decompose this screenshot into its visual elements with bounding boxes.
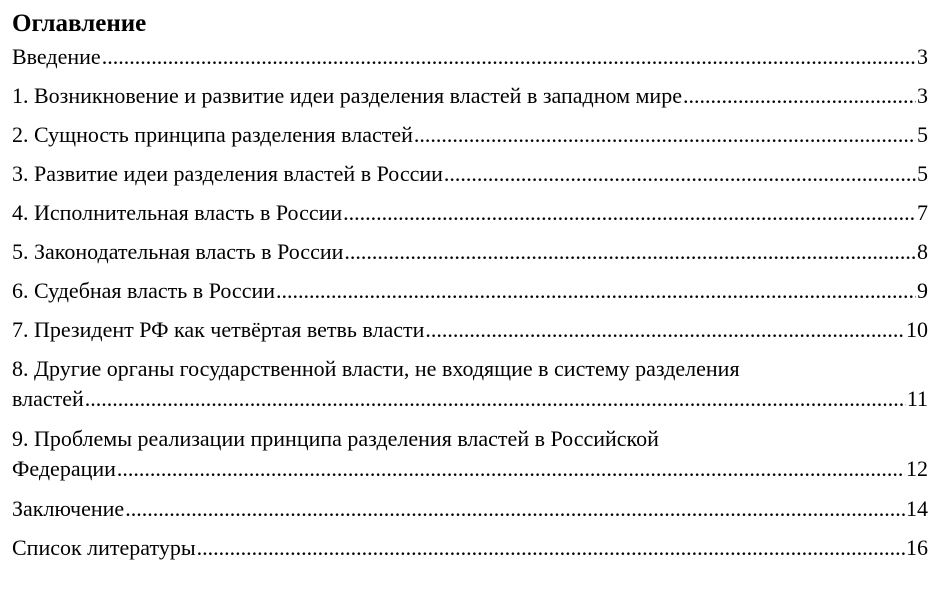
toc-list bbox=[12, 42, 928, 572]
toc-entry-text: Заключение bbox=[12, 496, 125, 521]
toc-entry-text: 6. Судебная власть в России bbox=[12, 278, 276, 303]
toc-entry[interactable] bbox=[12, 120, 928, 159]
toc-entry-text: 5. Законодательная власть в России bbox=[12, 239, 344, 264]
toc-entry-text: 1. Возникновение и развитие идеи разделения властей в западном мире bbox=[12, 83, 682, 108]
dot-leader bbox=[125, 494, 905, 524]
dot-leader bbox=[117, 454, 905, 484]
toc-entry[interactable] bbox=[12, 81, 928, 120]
toc-entry[interactable] bbox=[12, 533, 928, 572]
toc-entry[interactable] bbox=[12, 237, 928, 276]
toc-entry-text-line1: 9. Проблемы реализации принципа разделения властей в Российской bbox=[12, 426, 659, 451]
toc-page-number: 3 bbox=[917, 44, 928, 69]
toc-entry[interactable] bbox=[12, 354, 928, 424]
dot-leader bbox=[276, 276, 916, 306]
dot-leader bbox=[197, 533, 905, 563]
toc-page-number: 8 bbox=[917, 239, 928, 264]
toc-entry-text: 2. Сущность принципа разделения властей bbox=[12, 122, 413, 147]
dot-leader bbox=[102, 42, 916, 72]
dot-leader bbox=[414, 120, 916, 150]
toc-entry[interactable] bbox=[12, 494, 928, 533]
toc-page-number: 10 bbox=[906, 317, 928, 342]
toc-entry[interactable] bbox=[12, 159, 928, 198]
toc-page-number: 16 bbox=[906, 535, 928, 560]
toc-page-number: 11 bbox=[906, 386, 928, 411]
toc-entry-text: 4. Исполнительная власть в России bbox=[12, 200, 343, 225]
toc-title: Оглавление bbox=[12, 10, 147, 37]
toc-entry-text: 7. Президент РФ как четвёртая ветвь власти bbox=[12, 317, 425, 342]
toc-entry[interactable] bbox=[12, 198, 928, 237]
dot-leader bbox=[425, 315, 905, 345]
dot-leader bbox=[344, 237, 916, 267]
toc-page-number: 5 bbox=[917, 161, 928, 186]
dot-leader bbox=[85, 384, 906, 414]
toc-page-number: 9 bbox=[917, 278, 928, 303]
toc-entry-text: Введение bbox=[12, 44, 101, 69]
toc-page-number: 3 bbox=[917, 83, 928, 108]
dot-leader bbox=[444, 159, 916, 189]
toc-entry[interactable] bbox=[12, 424, 928, 494]
toc-entry-text: Список литературы bbox=[12, 535, 196, 560]
toc-page-number: 5 bbox=[917, 122, 928, 147]
toc-entry[interactable] bbox=[12, 276, 928, 315]
toc-entry-text-line2: властей bbox=[12, 386, 84, 411]
toc-entry-text-line1: 8. Другие органы государственной власти, не входящие в систему разделения bbox=[12, 356, 740, 381]
toc-page-number: 14 bbox=[906, 496, 928, 521]
dot-leader bbox=[343, 198, 916, 228]
toc-page-number: 7 bbox=[917, 200, 928, 225]
toc-entry-text-line2: Федерации bbox=[12, 456, 116, 481]
toc-entry[interactable] bbox=[12, 315, 928, 354]
toc-entry[interactable] bbox=[12, 42, 928, 81]
toc-entry-text: 3. Развитие идеи разделения властей в России bbox=[12, 161, 443, 186]
toc-page-number: 12 bbox=[906, 456, 928, 481]
dot-leader bbox=[683, 81, 916, 111]
